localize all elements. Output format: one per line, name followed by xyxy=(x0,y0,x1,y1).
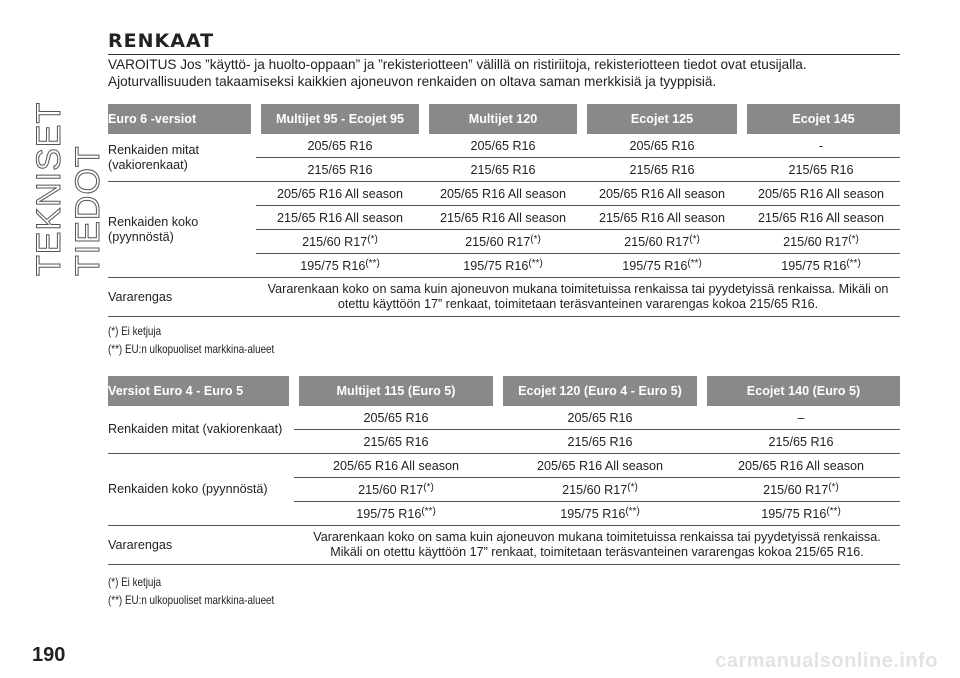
warning-intro: VAROITUS Jos ”käyttö- ja huolto-oppaan” ja ”rekisteriotteen” välillä on ristiriitoja, rekisteriotteen tiedot ovat etusijalla. Ajoturvallisuuden takaamiseksi kaikkien ajoneuvon renkaiden on oltava saman merkkisiä ja tyyppisiä. xyxy=(108,57,807,89)
table-cell: 205/65 R16 xyxy=(307,138,373,153)
table-cell: 205/65 R16 xyxy=(567,410,633,425)
table-cell: 215/65 R16 xyxy=(582,158,742,182)
column-header: Multijet 120 xyxy=(424,104,582,134)
footnote-mark: (*) xyxy=(689,234,700,245)
table-cell: 205/65 R16 All season xyxy=(582,182,742,206)
tyre-table-euro4-euro5 xyxy=(108,376,900,565)
spare-tyre-note: Vararenkaan koko on sama kuin ajoneuvon mukana toimitetuissa renkaissa tai pyydetyissä renkaissa. Mikäli on otettu käyttöön 17” renkaat, toimitetaan teräsvanteinen vararengas kokoa 215/65 R16. xyxy=(256,278,900,317)
footnote-mark: (*) xyxy=(627,482,638,493)
footnote-mark: (**) xyxy=(846,258,861,269)
table-cell: 205/65 R16 All season xyxy=(424,182,582,206)
footnote-mark: (*) xyxy=(848,234,859,245)
table-cell: 215/60 R17(*) xyxy=(294,478,498,502)
table-cell: 215/60 R17(*) xyxy=(742,230,900,254)
column-header: Multijet 95 - Ecojet 95 xyxy=(256,104,424,134)
table-row xyxy=(108,182,900,206)
footnote-mark: (*) xyxy=(423,482,434,493)
table-row xyxy=(108,278,900,317)
footnote-mark: (*) xyxy=(367,234,378,245)
table-cell: 195/75 R16(**) xyxy=(742,254,900,278)
column-header: Ecojet 140 (Euro 5) xyxy=(702,376,900,406)
table-header-row xyxy=(108,104,900,134)
table-cell: 215/60 R17(*) xyxy=(424,230,582,254)
watermark: carmanualsonline.info xyxy=(715,650,938,672)
table-cell: 215/65 R16 xyxy=(742,158,900,182)
page-number: 190 xyxy=(32,644,66,666)
footnote-no-chains: (*) Ei ketjuja xyxy=(108,324,162,338)
table-cell: – xyxy=(797,410,805,425)
table-cell: 205/65 R16 All season xyxy=(256,182,424,206)
footnote-mark: (*) xyxy=(828,482,839,493)
footnote-non-eu-markets: (**) EU:n ulkopuoliset markkina-alueet xyxy=(108,342,275,356)
table-cell: 215/65 R16 xyxy=(256,158,424,182)
table-cell: 195/75 R16(**) xyxy=(498,502,702,526)
table-cell: 215/60 R17(*) xyxy=(256,230,424,254)
column-header: Ecojet 120 (Euro 4 - Euro 5) xyxy=(498,376,702,406)
footnote-mark: (**) xyxy=(421,506,436,517)
footnote-mark: (**) xyxy=(826,506,841,517)
footnote-mark: (**) xyxy=(625,506,640,517)
row-label-spare-tyre: Vararengas xyxy=(108,278,256,317)
table-cell: 195/75 R16(**) xyxy=(256,254,424,278)
footnote-mark: (**) xyxy=(687,258,702,269)
table-row xyxy=(108,406,900,430)
table-cell: 195/75 R16(**) xyxy=(582,254,742,278)
column-header: Ecojet 145 xyxy=(742,104,900,134)
tyre-table-euro6 xyxy=(108,104,900,317)
table-cell: 205/65 R16 xyxy=(629,138,695,153)
table-cell: 195/75 R16(**) xyxy=(424,254,582,278)
footnote-no-chains: (*) Ei ketjuja xyxy=(108,575,162,589)
table-cell: 205/65 R16 All season xyxy=(294,454,498,478)
table-header-row xyxy=(108,376,900,406)
table-cell: 215/65 R16 All season xyxy=(582,206,742,230)
table-row xyxy=(108,454,900,478)
column-header: Ecojet 125 xyxy=(582,104,742,134)
table-cell: 205/65 R16 All season xyxy=(742,182,900,206)
table-cell: - xyxy=(818,138,824,153)
column-header: Versiot Euro 4 - Euro 5 xyxy=(108,376,294,406)
column-header: Multijet 115 (Euro 5) xyxy=(294,376,498,406)
table-cell: 215/65 R16 xyxy=(294,430,498,454)
footnote-non-eu-markets: (**) EU:n ulkopuoliset markkina-alueet xyxy=(108,593,275,607)
footnote-mark: (**) xyxy=(528,258,543,269)
table-cell: 215/65 R16 xyxy=(424,158,582,182)
row-label-optional-tyres: Renkaiden koko (pyynnöstä) xyxy=(108,454,294,526)
table-cell: 195/75 R16(**) xyxy=(294,502,498,526)
table-cell: 215/60 R17(*) xyxy=(582,230,742,254)
row-label-standard-tyres: Renkaiden mitat (vakiorenkaat) xyxy=(108,134,256,182)
row-label-optional-tyres: Renkaiden koko (pyynnöstä) xyxy=(108,182,256,278)
row-label-spare-tyre: Vararengas xyxy=(108,526,294,565)
table-cell: 215/60 R17(*) xyxy=(702,478,900,502)
table-cell: 205/65 R16 xyxy=(363,410,429,425)
column-header: Euro 6 -versiot xyxy=(108,104,256,134)
table-cell: 215/65 R16 xyxy=(702,430,900,454)
section-side-title: TEKNISET TIEDOT xyxy=(30,102,107,276)
table-cell: 205/65 R16 All season xyxy=(702,454,900,478)
table-row xyxy=(108,134,900,158)
page-heading: RENKAAT xyxy=(108,30,900,55)
table-cell: 215/65 R16 All season xyxy=(424,206,582,230)
table-cell: 215/65 R16 xyxy=(498,430,702,454)
table-row xyxy=(108,526,900,565)
table-cell: 195/75 R16(**) xyxy=(702,502,900,526)
row-label-standard-tyres: Renkaiden mitat (vakiorenkaat) xyxy=(108,406,294,454)
spare-tyre-note: Vararenkaan koko on sama kuin ajoneuvon mukana toimitetuissa renkaissa tai pyydetyissä renkaissa. Mikäli on otettu käyttöön 17” renkaat, toimitetaan teräsvanteinen vararengas kokoa 215/65 R16. xyxy=(294,526,900,565)
footnote-mark: (**) xyxy=(365,258,380,269)
table-cell: 215/60 R17(*) xyxy=(498,478,702,502)
table-cell: 205/65 R16 All season xyxy=(498,454,702,478)
table-cell: 215/65 R16 All season xyxy=(742,206,900,230)
footnote-mark: (*) xyxy=(530,234,541,245)
table-cell: 205/65 R16 xyxy=(470,138,536,153)
table-cell: 215/65 R16 All season xyxy=(256,206,424,230)
